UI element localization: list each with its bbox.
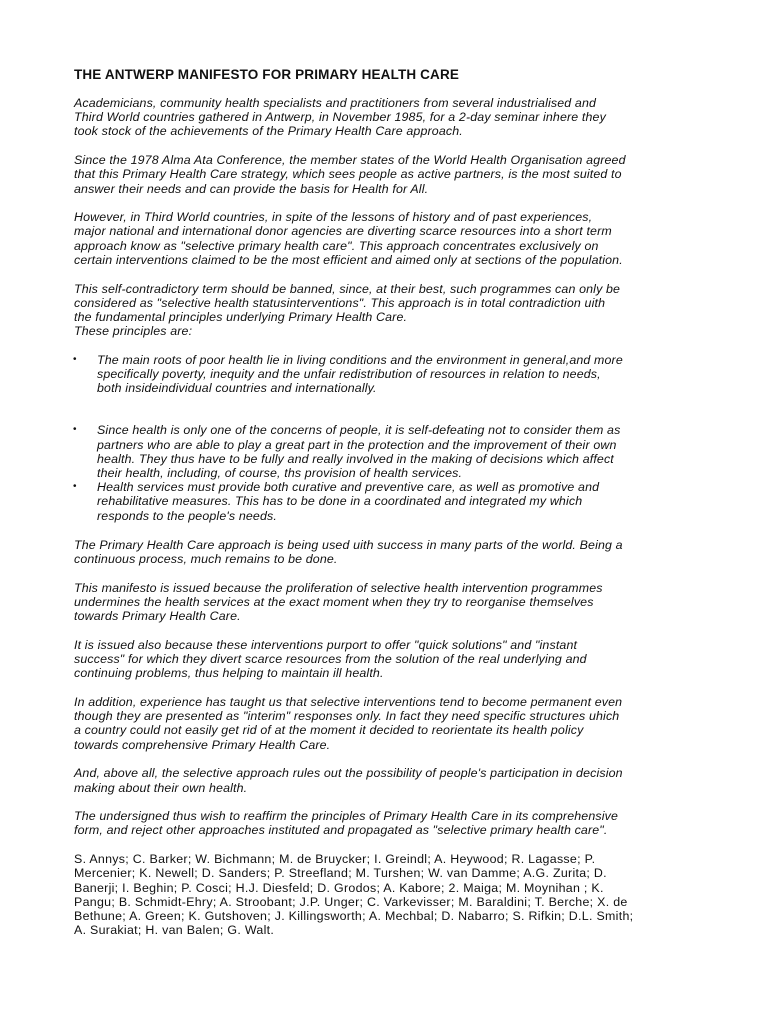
text-line: Academicians, community health specialists and practitioners from several industrialised and [74,96,597,110]
text-line: rehabilitative measures. This has to be done in a coordinated and integrated my which [97,494,583,509]
text-line: specifically poverty, inequity and the unfair redistribution of resources in relation to needs, [97,367,601,382]
text-line: This manifesto is issued because the proliferation of selective health intervention programmes [74,580,603,595]
text-line: certain interventions claimed to be the most efficient and aimed only at sections of the population. [74,252,623,267]
text-line: though they are presented as "interim" responses only. In fact they need specific structures uhich [74,709,620,724]
bullet-icon: • [73,353,77,365]
reaffirm-paragraph [74,809,714,837]
text-line: continuing problems, thus helping to maintain ill health. [74,666,384,681]
intro-paragraph [74,96,714,139]
text-line: their health, including, of course, ths provision of health services. [97,466,463,481]
text-line: Pangu; B. Schmidt-Ehry; A. Stroobant; J.P. Unger; C. Varkevisser; M. Baraldini; T. Berche; X. de [74,894,628,909]
text-line: took stock of the achievements of the Primary Health Care approach. [74,124,463,139]
text-line: form, and reject other approaches instituted and propagated as "selective primary health care". [74,823,608,838]
text-line: Since the 1978 Alma Ata Conference, the member states of the World Health Organisation agreed [74,153,626,168]
text-line: both insideindividual countries and internationally. [97,381,377,396]
text-line: This self-contradictory term should be banned, since, at their best, such programmes can only be [74,281,621,296]
text-line: The undersigned thus wish to reaffirm the principles of Primary Health Care in its comprehensive [74,809,618,824]
text-line: The main roots of poor health lie in living conditions and the environment in general,and more [97,352,623,367]
text-line: answer their needs and can provide the basis for Health for All. [74,181,429,196]
signatories-list [74,852,714,937]
bullet-icon: • [73,481,77,493]
text-line: success" for which they divert scarce resources from the solution of the real underlying and [74,652,587,667]
text-line: considered as "selective health statusinterventions". This approach is in total contradiction uith [74,295,606,310]
list-item [74,480,714,523]
text-line: partners who are able to play a great part in the protection and the improvement of their own [97,437,617,452]
alma-ata-paragraph [74,153,714,196]
text-line: In addition, experience has taught us that selective interventions tend to become permanent even [74,695,623,709]
list-item [74,423,714,480]
text-line: Bethune; A. Green; K. Gutshoven; J. Killingsworth; A. Mechbal; D. Nabarro; S. Rifkin; D.L. Smith; [74,908,634,923]
text-line: approach know as "selective primary health care". This approach concentrates exclusively on [74,238,599,253]
text-line: Since health is only one of the concerns of people, it is self-defeating not to consider them as [97,423,621,438]
text-line: a country could not easily get rid of at the moment it decided to reorientate its health policy [74,723,584,738]
text-line: Third World countries gathered in Antwerp, in November 1985, for a 2-day seminar inhere they [74,110,606,125]
however-paragraph [74,210,714,267]
principles-intro [74,324,714,338]
text-line: continuous process, much remains to be done. [74,552,338,567]
experience-paragraph [74,695,714,752]
text-line: However, in Third World countries, in spite of the lessons of history and of past experiences, [74,210,593,225]
text-line: S. Annys; C. Barker; W. Bichmann; M. de Bruycker; I. Greindl; A. Heywood; R. Lagasse; P. [74,852,596,867]
participation-paragraph [74,766,714,794]
list-item [74,353,714,396]
text-line: towards comprehensive Primary Health Care. [74,737,331,752]
text-line: that this Primary Health Care strategy, which sees people as active partners, is the most suited to [74,167,622,182]
document-title: THE ANTWERP MANIFESTO FOR PRIMARY HEALTH CARE [74,67,460,82]
text-line: And, above all, the selective approach rules out the possibility of people's participation in decision [74,766,623,781]
bullet-icon: • [73,424,77,436]
quick-solutions-paragraph [74,638,714,681]
text-line: Banerji; I. Beghin; P. Cosci; H.J. Diesfeld; D. Grodos; A. Kabore; 2. Maiga; M. Moynihan ; K. [74,880,604,895]
success-paragraph [74,538,714,566]
issued-paragraph [74,581,714,624]
text-line: The Primary Health Care approach is being used uith success in many parts of the world. Being a [74,537,623,552]
text-line: undermines the health services at the exact moment when they try to reorganise themselves [74,594,594,609]
text-line: These principles are: [74,324,193,339]
text-line: Health services must provide both curative and preventive care, as well as promotive and [97,480,600,495]
text-line: A. Surakiat; H. van Balen; G. Walt. [74,923,275,938]
text-line: Mercenier; K. Newell; D. Sanders; P. Streefland; M. Turshen; W. van Damme; A.G. Zurita; D. [74,866,607,881]
document-page [74,67,714,937]
text-line: making about their own health. [74,780,248,795]
text-line: the fundamental principles underlying Primary Health Care. [74,309,408,324]
text-line: health. They thus have to be fully and really involved in the making of decisions which affect [97,451,614,466]
text-line: responds to the people's needs. [97,508,277,523]
contradictory-paragraph [74,282,714,325]
text-line: towards Primary Health Care. [74,609,241,624]
text-line: It is issued also because these interventions purport to offer "quick solutions" and "instant [74,637,578,652]
text-line: major national and international donor agencies are diverting scarce resources into a short term [74,224,612,239]
principles-list [74,353,714,523]
